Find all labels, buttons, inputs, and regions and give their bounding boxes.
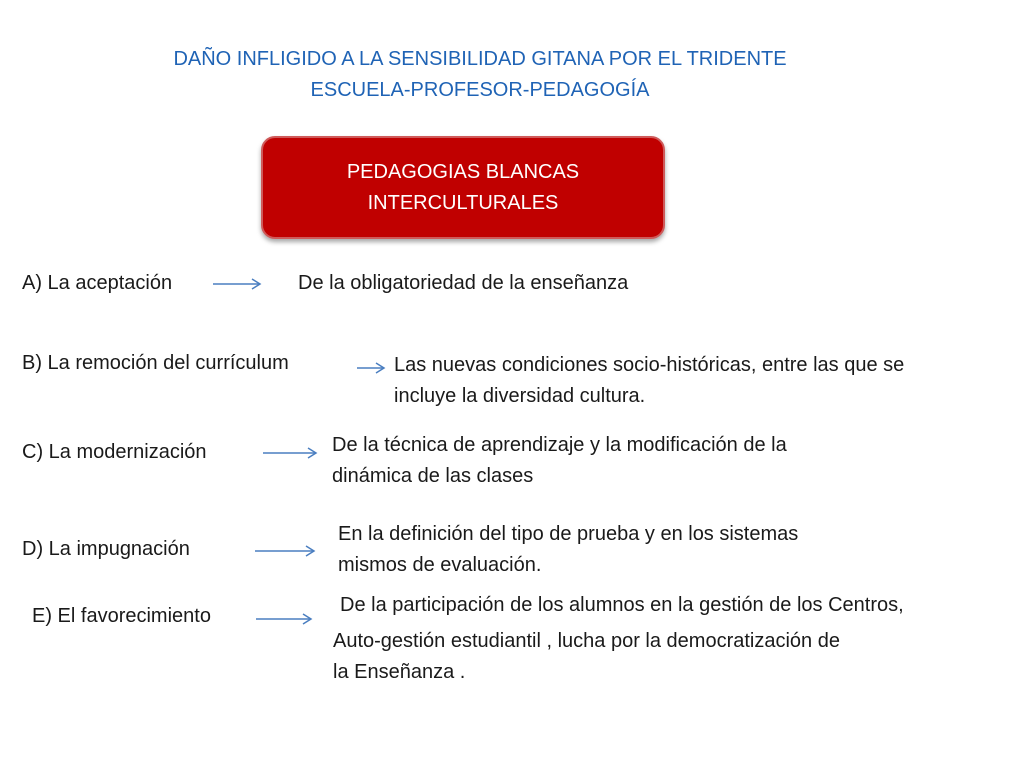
item-b-description <box>394 350 904 412</box>
item-b-desc-line-1: Las nuevas condiciones socio-históricas, entre las que se <box>394 354 905 376</box>
arrow-right-icon <box>254 544 316 558</box>
item-e-desc-line-3: la Enseñanza . <box>333 661 466 683</box>
item-e-desc-line-2: Auto-gestión estudiantil , lucha por la democratización de <box>333 630 840 652</box>
item-d-desc-line-1: En la definición del tipo de prueba y en los sistemas <box>338 523 799 545</box>
item-d-description <box>338 519 798 581</box>
slide-title <box>120 44 840 106</box>
arrow-right-icon <box>356 361 386 375</box>
item-e-desc-line-1: De la participación de los alumnos en la gestión de los Centros, <box>340 594 904 616</box>
item-a-label: A) La aceptación <box>22 272 173 294</box>
item-a-description <box>298 268 628 299</box>
item-c-label: C) La modernización <box>22 441 207 463</box>
title-line-2: ESCUELA-PROFESOR-PEDAGOGÍA <box>310 79 650 101</box>
arrow-right-icon <box>212 277 262 291</box>
arrow-right-icon <box>262 446 318 460</box>
item-d-desc-line-2: mismos de evaluación. <box>338 554 542 576</box>
item-e-description-rest <box>333 626 840 688</box>
item-b-label: B) La remoción del currículum <box>22 352 289 374</box>
pedagogias-blancas-box <box>261 136 665 239</box>
item-e-description-line-1 <box>340 590 904 621</box>
item-d-label: D) La impugnación <box>22 538 190 560</box>
item-c-description <box>332 430 787 492</box>
item-a-desc-line-1: De la obligatoriedad de la enseñanza <box>298 272 629 294</box>
box-line-1: PEDAGOGIAS BLANCAS <box>346 160 580 183</box>
box-line-2: INTERCULTURALES <box>367 191 559 214</box>
item-c-desc-line-1: De la técnica de aprendizaje y la modificación de la <box>332 434 787 456</box>
item-b-desc-line-2: incluye la diversidad cultura. <box>394 385 646 407</box>
title-line-1: DAÑO INFLIGIDO A LA SENSIBILIDAD GITANA POR EL TRIDENTE <box>173 48 787 70</box>
item-e-label: E) El favorecimiento <box>32 605 211 627</box>
item-c-desc-line-2: dinámica de las clases <box>332 465 534 487</box>
arrow-right-icon <box>255 612 313 626</box>
